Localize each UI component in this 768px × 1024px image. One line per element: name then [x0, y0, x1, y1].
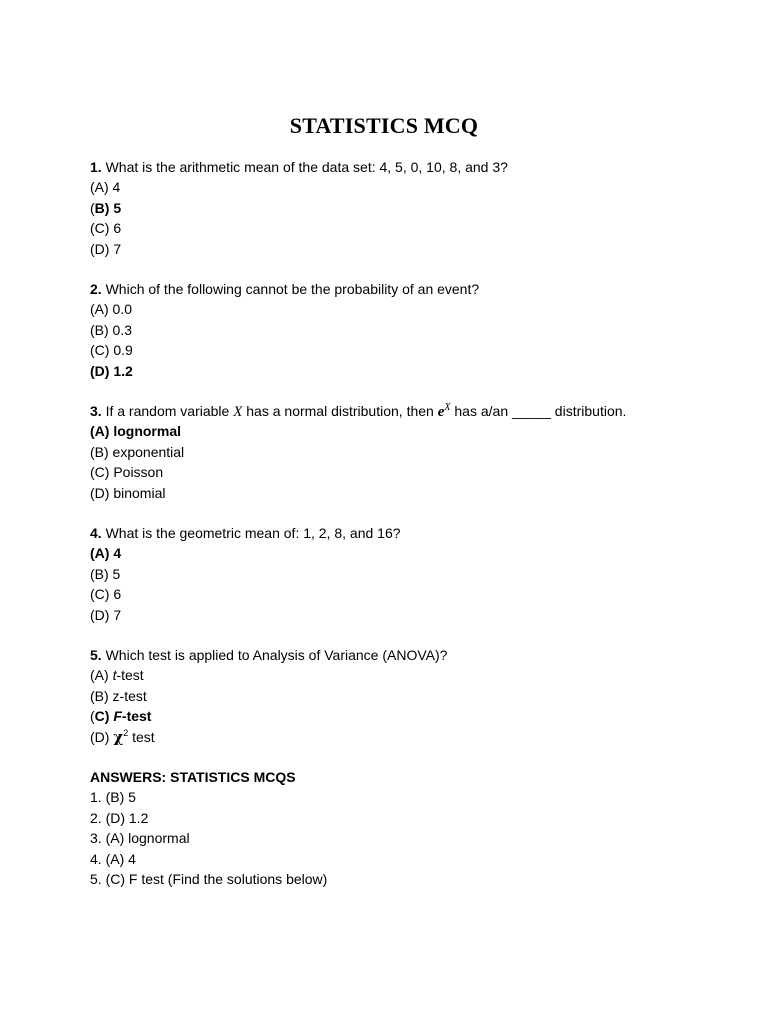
answers-heading: ANSWERS: STATISTICS MCQS	[90, 769, 296, 785]
question-5-option-d	[90, 727, 730, 747]
answer-item-4: 4. (A) 4	[90, 850, 136, 867]
question-1-option-b-label: B) 5	[94, 199, 122, 216]
question-5-option-a-prefix: (A)	[90, 667, 113, 684]
question-5-option-a-suffix: -test	[116, 667, 144, 684]
question-3-stem	[90, 401, 730, 421]
question-1-option-b	[90, 198, 730, 218]
question-5-option-d-suffix: test	[128, 728, 155, 745]
question-1-option-d: (D) 7	[90, 240, 122, 257]
question-1-text: What is the arithmetic mean of the data set: 4, 5, 0, 10, 8, and 3?	[101, 159, 508, 175]
answer-item-5: 5. (C) F test (Find the solutions below)	[90, 870, 328, 887]
question-2-option-d: (D) 1.2	[90, 362, 133, 379]
question-2	[90, 279, 730, 381]
question-1	[90, 157, 730, 259]
question-5-option-c-label: C)	[94, 708, 114, 725]
question-5-option-c-suffix: -test	[121, 708, 152, 725]
question-3-text-before: If a random variable	[101, 403, 234, 419]
question-3	[90, 401, 730, 503]
question-3-text-middle: has a normal distribution, then	[242, 403, 438, 419]
question-3-option-c: (C) Poisson	[90, 464, 164, 481]
question-5-number: 5.	[90, 647, 102, 663]
question-4-text: What is the geometric mean of: 1, 2, 8, and 16?	[101, 525, 401, 541]
chi-symbol: χ	[113, 727, 124, 746]
question-4-option-b: (B) 5	[90, 565, 121, 582]
question-1-option-b-paren: (	[90, 199, 95, 216]
question-2-option-a: (A) 0.0	[90, 301, 133, 318]
question-3-expr-exponent: X	[444, 402, 451, 413]
question-2-text: Which of the following cannot be the probability of an event?	[101, 281, 480, 297]
question-5-stem	[90, 645, 730, 665]
question-5-option-a-italic: t	[112, 667, 117, 684]
question-3-option-d: (D) binomial	[90, 484, 166, 501]
question-1-stem	[90, 157, 730, 177]
answers-section	[90, 767, 730, 889]
question-5-option-d-superscript: 2	[123, 727, 129, 738]
question-5	[90, 645, 730, 747]
question-1-number: 1.	[90, 159, 102, 175]
page-title: STATISTICS MCQ	[289, 113, 479, 138]
question-4-option-a: (A) 4	[90, 545, 122, 562]
question-5-option-d-prefix: (D)	[90, 728, 114, 745]
question-5-option-c-paren: (	[90, 708, 95, 725]
question-2-stem	[90, 279, 730, 299]
question-3-text-after: has a/an _____ distribution.	[450, 403, 627, 419]
question-3-variable: X	[233, 404, 243, 420]
question-2-option-c: (C) 0.9	[90, 342, 133, 359]
question-1-option-a: (A) 4	[90, 179, 121, 196]
question-5-text: Which test is applied to Analysis of Variance (ANOVA)?	[101, 647, 448, 663]
question-4-option-d: (D) 7	[90, 606, 122, 623]
question-3-option-a: (A) lognormal	[90, 423, 181, 440]
question-2-number: 2.	[90, 281, 102, 297]
question-4-stem	[90, 523, 730, 543]
question-5-option-c-italic: F	[113, 708, 122, 725]
question-4-number: 4.	[90, 525, 102, 541]
question-5-option-c	[90, 706, 730, 726]
question-4-option-c: (C) 6	[90, 586, 122, 603]
question-4	[90, 523, 730, 625]
question-3-number: 3.	[90, 403, 102, 419]
answer-item-1: 1. (B) 5	[90, 789, 136, 806]
question-3-expr-base: e	[437, 404, 445, 420]
answer-item-3: 3. (A) lognormal	[90, 830, 190, 847]
question-1-option-c: (C) 6	[90, 220, 122, 237]
question-2-option-b: (B) 0.3	[90, 321, 133, 338]
question-5-option-b: (B) z-test	[90, 687, 147, 704]
answer-item-2: 2. (D) 1.2	[90, 809, 149, 826]
question-5-option-a	[90, 665, 730, 685]
question-3-option-b: (B) exponential	[90, 443, 185, 460]
